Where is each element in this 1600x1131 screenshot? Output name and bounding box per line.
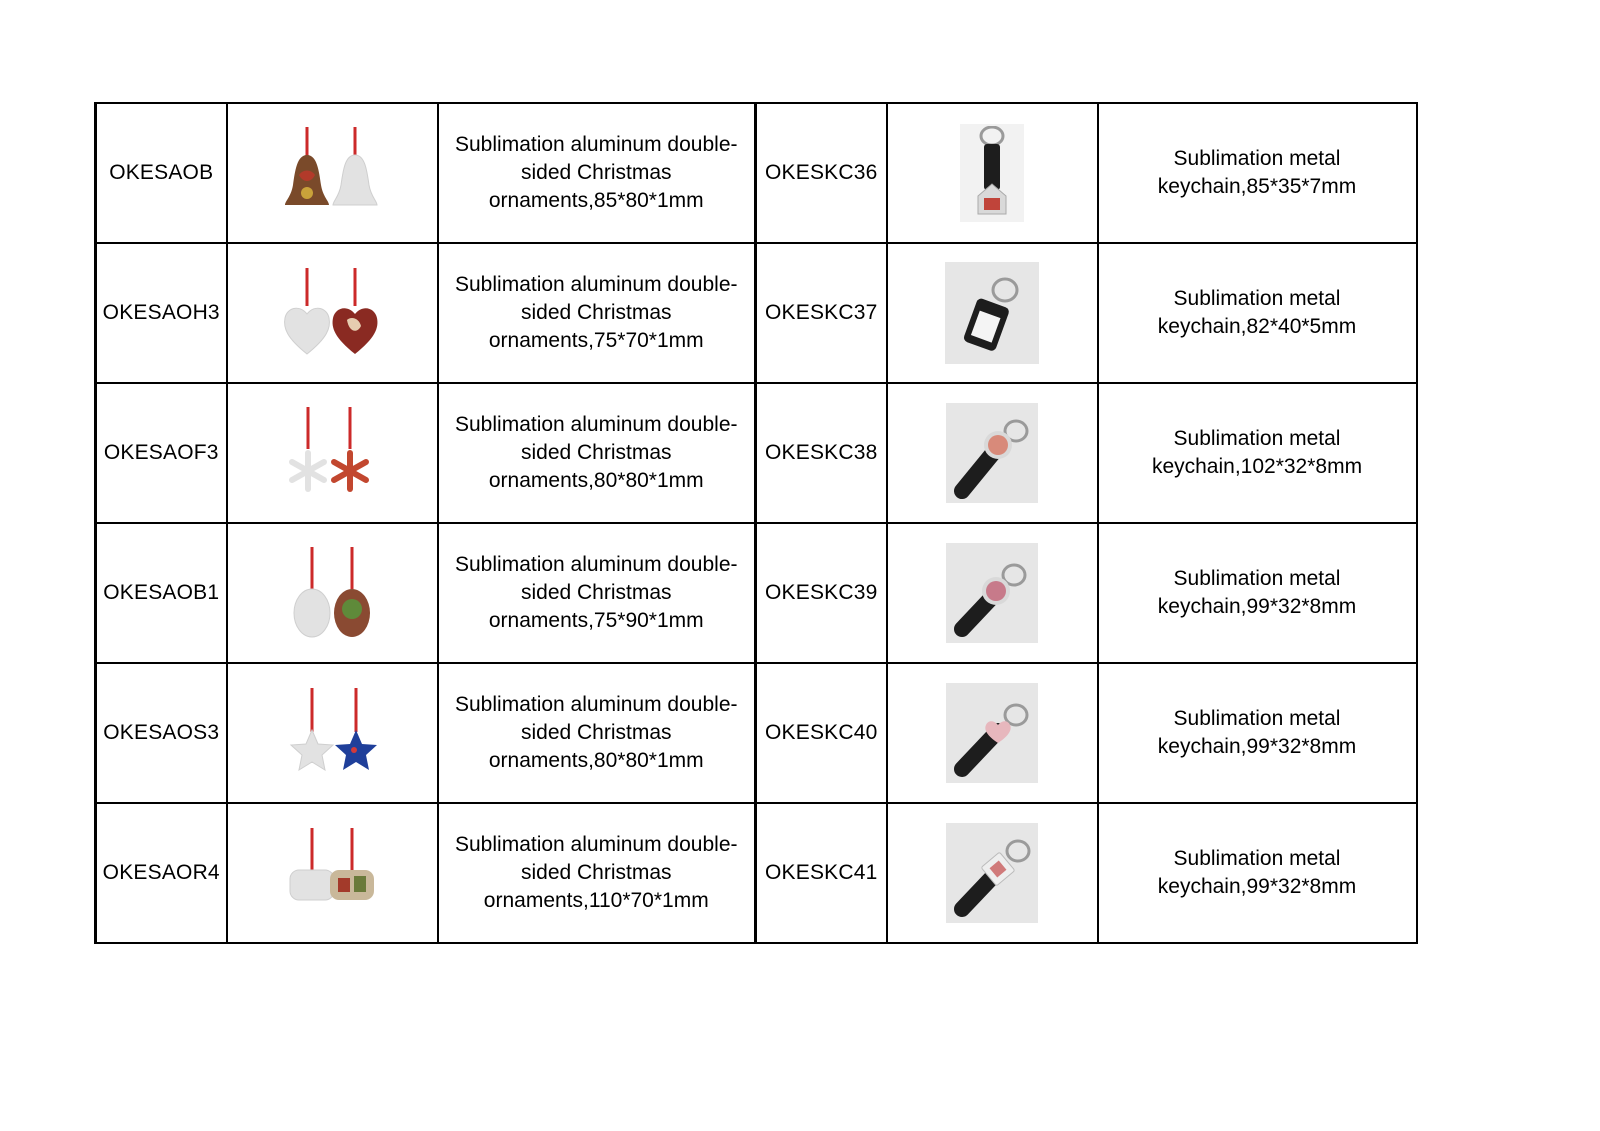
product-description bbox=[438, 523, 756, 663]
product-code: OKESAOB1 bbox=[96, 523, 227, 663]
product-code: OKESKC38 bbox=[756, 383, 887, 523]
product-code: OKESAOS3 bbox=[96, 663, 227, 803]
table-row bbox=[96, 663, 1417, 803]
description-line: Sublimation aluminum double- bbox=[455, 553, 738, 576]
description-line: sided Christmas bbox=[520, 441, 672, 464]
description-line: ornaments,85*80*1mm bbox=[488, 189, 704, 212]
description-line: Sublimation aluminum double- bbox=[455, 133, 738, 156]
product-description bbox=[1098, 663, 1417, 803]
table-row bbox=[96, 803, 1417, 943]
product-image-cell bbox=[227, 663, 438, 803]
bell-ornament-image bbox=[277, 125, 387, 221]
product-description bbox=[1098, 523, 1417, 663]
house-keychain-image bbox=[960, 124, 1024, 222]
description-line: ornaments,110*70*1mm bbox=[483, 889, 709, 912]
description-line: Sublimation metal bbox=[1173, 847, 1341, 870]
product-description bbox=[1098, 803, 1417, 943]
description-line: Sublimation aluminum double- bbox=[455, 693, 738, 716]
product-code: OKESKC40 bbox=[756, 663, 887, 803]
table-row bbox=[96, 243, 1417, 383]
description-line: ornaments,80*80*1mm bbox=[488, 749, 704, 772]
heart-keychain-image bbox=[946, 683, 1038, 783]
description-line: keychain,99*32*8mm bbox=[1157, 595, 1357, 618]
product-image-cell bbox=[887, 663, 1098, 803]
description-line: ornaments,80*80*1mm bbox=[488, 469, 704, 492]
star-ornament-image bbox=[282, 688, 382, 778]
snowflake-ornament-image bbox=[282, 405, 382, 501]
description-line: Sublimation aluminum double- bbox=[455, 833, 738, 856]
description-line: keychain,99*32*8mm bbox=[1157, 735, 1357, 758]
product-description bbox=[1098, 243, 1417, 383]
description-line: Sublimation metal bbox=[1173, 707, 1341, 730]
product-image-cell bbox=[887, 803, 1098, 943]
description-line: keychain,99*32*8mm bbox=[1157, 875, 1357, 898]
product-code: OKESAOF3 bbox=[96, 383, 227, 523]
description-line: Sublimation metal bbox=[1173, 427, 1341, 450]
description-line: sided Christmas bbox=[520, 161, 672, 184]
table-row bbox=[96, 383, 1417, 523]
description-line: Sublimation metal bbox=[1173, 567, 1341, 590]
product-image-cell bbox=[887, 243, 1098, 383]
description-line: ornaments,75*90*1mm bbox=[488, 609, 704, 632]
product-image-cell bbox=[227, 523, 438, 663]
product-description bbox=[1098, 103, 1417, 243]
product-description bbox=[438, 803, 756, 943]
product-code: OKESKC37 bbox=[756, 243, 887, 383]
scalloped-rectangle-ornament-image bbox=[282, 828, 382, 918]
product-code: OKESKC36 bbox=[756, 103, 887, 243]
description-line: sided Christmas bbox=[520, 721, 672, 744]
round-keychain-image bbox=[946, 403, 1038, 503]
product-image-cell bbox=[227, 803, 438, 943]
product-image-cell bbox=[887, 103, 1098, 243]
product-code: OKESKC39 bbox=[756, 523, 887, 663]
product-code: OKESKC41 bbox=[756, 803, 887, 943]
product-description bbox=[1098, 383, 1417, 523]
product-image-cell bbox=[227, 383, 438, 523]
description-line: keychain,82*40*5mm bbox=[1157, 315, 1357, 338]
description-line: keychain,85*35*7mm bbox=[1157, 175, 1357, 198]
product-code: OKESAOH3 bbox=[96, 243, 227, 383]
rectangle-keychain-image bbox=[945, 262, 1039, 364]
product-table bbox=[94, 102, 1418, 944]
circle-keychain-image bbox=[946, 543, 1038, 643]
product-image-cell bbox=[887, 523, 1098, 663]
product-description bbox=[438, 103, 756, 243]
product-image-cell bbox=[887, 383, 1098, 523]
heart-ornament-image bbox=[277, 268, 387, 358]
table-row bbox=[96, 523, 1417, 663]
description-line: ornaments,75*70*1mm bbox=[488, 329, 704, 352]
description-line: sided Christmas bbox=[520, 581, 672, 604]
description-line: Sublimation metal bbox=[1173, 147, 1341, 170]
square-keychain-image bbox=[946, 823, 1038, 923]
description-line: sided Christmas bbox=[520, 861, 672, 884]
description-line: Sublimation metal bbox=[1173, 287, 1341, 310]
product-description bbox=[438, 663, 756, 803]
description-line: keychain,102*32*8mm bbox=[1151, 455, 1363, 478]
product-code: OKESAOR4 bbox=[96, 803, 227, 943]
product-description bbox=[438, 243, 756, 383]
product-image-cell bbox=[227, 243, 438, 383]
description-line: sided Christmas bbox=[520, 301, 672, 324]
description-line: Sublimation aluminum double- bbox=[455, 413, 738, 436]
product-description bbox=[438, 383, 756, 523]
description-line: Sublimation aluminum double- bbox=[455, 273, 738, 296]
table-row bbox=[96, 103, 1417, 243]
oval-ornament-image bbox=[282, 545, 382, 641]
product-code: OKESAOB bbox=[96, 103, 227, 243]
product-image-cell bbox=[227, 103, 438, 243]
